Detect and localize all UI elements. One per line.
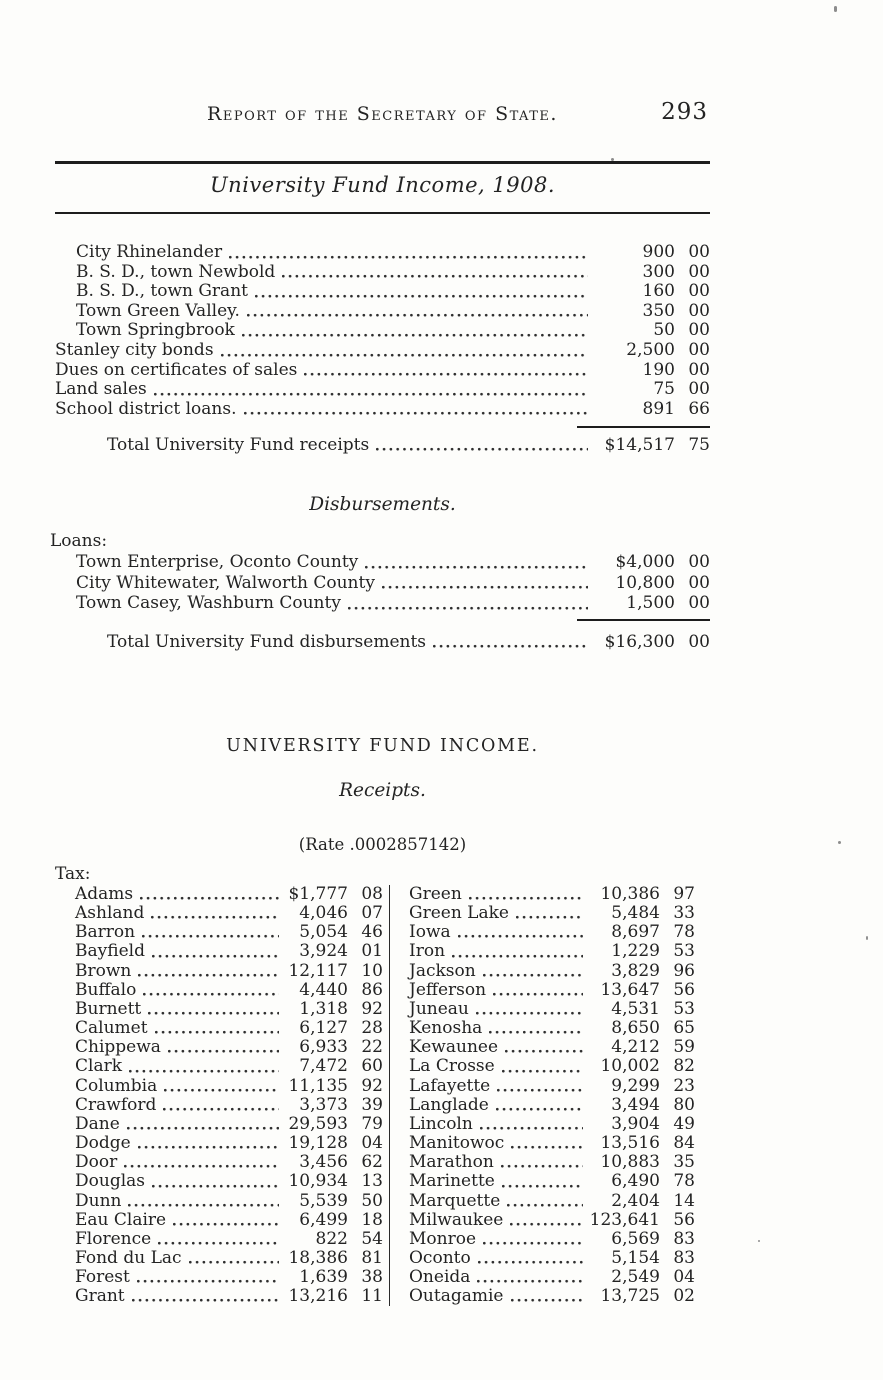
table-row <box>409 1249 695 1268</box>
dot-leader <box>142 934 279 939</box>
county-name: Calumet <box>75 1018 148 1039</box>
item-amount: 190 00 <box>642 359 710 380</box>
dot-leader <box>489 1030 583 1035</box>
county-amount: 13,647 56 <box>600 979 695 1000</box>
receipts-list <box>55 243 710 419</box>
county-name: La Crosse <box>409 1056 495 1077</box>
item-amount: 1,500 00 <box>626 593 710 614</box>
county-amount: 5,054 46 <box>299 922 383 943</box>
county-name: Adams <box>75 884 134 904</box>
table-row <box>409 981 695 1000</box>
table-row <box>409 904 695 923</box>
tax-table-left-column <box>55 885 389 1306</box>
county-amount: 6,490 78 <box>611 1171 695 1192</box>
list-item <box>55 321 710 341</box>
dot-leader <box>348 606 588 611</box>
county-amount: 4,046 07 <box>299 903 383 924</box>
table-row <box>55 1268 383 1287</box>
county-name: Bayfield <box>75 941 145 962</box>
dot-leader <box>155 1030 279 1035</box>
item-label: Town Enterprise, Oconto County <box>76 552 359 572</box>
sum-rule <box>577 619 710 621</box>
dot-leader <box>476 1011 583 1016</box>
receipts-total-row <box>55 435 710 455</box>
item-label: Town Casey, Washburn County <box>76 593 341 614</box>
list-item <box>55 573 710 594</box>
list-item <box>55 302 710 322</box>
loans-list <box>55 552 710 614</box>
county-name: Kewaunee <box>409 1037 499 1058</box>
county-amount: 822 54 <box>315 1228 383 1249</box>
county-name: Eau Claire <box>75 1209 167 1230</box>
table-row <box>55 1287 383 1306</box>
scan-speck <box>838 841 841 844</box>
dot-leader <box>502 1069 583 1074</box>
item-label: B. S. D., town Newbold <box>76 261 276 282</box>
table-row <box>55 1077 383 1096</box>
dot-leader <box>127 1126 279 1131</box>
dot-leader <box>128 1203 279 1208</box>
dot-leader <box>242 333 588 338</box>
county-name: Iron <box>409 941 446 962</box>
dot-leader <box>507 1203 583 1208</box>
table-row <box>55 1172 383 1191</box>
dot-leader <box>168 1049 279 1054</box>
county-name: Oconto <box>409 1247 471 1268</box>
county-name: Ashland <box>75 903 145 924</box>
county-name: Dodge <box>75 1133 131 1154</box>
county-name: Clark <box>75 1056 123 1077</box>
rate-note: (Rate .0002857142) <box>298 835 467 854</box>
dot-leader <box>138 973 279 978</box>
table-row <box>409 1268 695 1287</box>
county-amount: $1,777 08 <box>288 884 383 904</box>
county-name: Douglas <box>75 1171 145 1192</box>
list-item <box>55 243 710 263</box>
dot-leader <box>138 1145 279 1150</box>
disbursements-heading: Disbursements. <box>309 494 456 515</box>
table-row <box>409 1192 695 1211</box>
county-name: Barron <box>75 922 136 943</box>
county-amount: 3,456 62 <box>299 1152 383 1173</box>
county-name: Lafayette <box>409 1075 491 1096</box>
county-name: Grant <box>75 1286 125 1307</box>
dot-leader <box>158 1241 279 1246</box>
county-amount: 13,216 11 <box>288 1286 383 1307</box>
table-row <box>55 1192 383 1211</box>
county-amount: 7,472 60 <box>299 1056 383 1077</box>
disbursements-total-row <box>55 632 710 652</box>
table-row <box>55 942 383 961</box>
county-amount: 123,641 56 <box>589 1209 695 1230</box>
income-receipts-subheading: Receipts. <box>339 780 426 801</box>
county-name: Crawford <box>75 1094 157 1115</box>
total-label: Total University Fund disbursements <box>107 632 427 652</box>
table-row <box>409 1230 695 1249</box>
table-row <box>409 1211 695 1230</box>
dot-leader <box>304 372 588 377</box>
county-amount: 3,924 01 <box>299 941 383 962</box>
table-row <box>55 1153 383 1172</box>
table-row <box>409 1115 695 1134</box>
dot-leader <box>140 896 279 901</box>
dot-leader <box>452 954 583 959</box>
item-label: City Whitewater, Walworth County <box>76 572 375 593</box>
county-name: Monroe <box>409 1228 477 1249</box>
county-amount: 19,128 04 <box>288 1133 383 1154</box>
item-amount: 900 00 <box>642 242 710 262</box>
table-row <box>409 1096 695 1115</box>
table-row <box>409 1000 695 1019</box>
county-amount: 3,829 96 <box>611 960 695 981</box>
county-amount: 10,002 82 <box>600 1056 695 1077</box>
county-amount: 8,650 65 <box>611 1018 695 1039</box>
scan-speck <box>611 158 614 161</box>
dot-leader <box>511 1145 583 1150</box>
dot-leader <box>282 274 588 279</box>
item-amount: 300 00 <box>642 261 710 282</box>
county-amount: 6,499 18 <box>299 1209 383 1230</box>
dot-leader <box>247 313 588 318</box>
dot-leader <box>505 1049 583 1054</box>
county-amount: 6,127 28 <box>299 1018 383 1039</box>
dot-leader <box>365 565 588 570</box>
horizontal-rule <box>55 212 710 214</box>
county-amount: 4,531 53 <box>611 998 695 1019</box>
county-name: Iowa <box>409 922 451 943</box>
table-row <box>409 1172 695 1191</box>
county-name: Dunn <box>75 1190 122 1211</box>
county-name: Chippewa <box>75 1037 161 1058</box>
item-label: B. S. D., town Grant <box>76 281 248 302</box>
dot-leader <box>151 915 279 920</box>
list-item <box>55 593 710 614</box>
dot-leader <box>124 1164 279 1169</box>
dot-leader <box>493 992 583 997</box>
dot-leader <box>152 1184 279 1189</box>
list-item <box>55 380 710 400</box>
list-item <box>55 263 710 283</box>
county-amount: 11,135 92 <box>288 1075 383 1096</box>
table-row <box>409 942 695 961</box>
table-row <box>55 1096 383 1115</box>
county-amount: 3,373 39 <box>299 1094 383 1115</box>
dot-leader <box>376 447 588 452</box>
dot-leader <box>483 973 583 978</box>
dot-leader <box>497 1088 583 1093</box>
income-section-heading: UNIVERSITY FUND INCOME. <box>226 736 539 756</box>
dot-leader <box>163 1107 279 1112</box>
county-name: Oneida <box>409 1267 471 1288</box>
table-row <box>409 1019 695 1038</box>
county-name: Jefferson <box>409 979 487 1000</box>
item-amount: 891 66 <box>642 398 710 419</box>
county-name: Forest <box>75 1267 130 1288</box>
county-name: Outagamie <box>409 1286 504 1307</box>
table-row <box>55 1000 383 1019</box>
county-amount: 8,697 78 <box>611 922 695 943</box>
scan-speck <box>866 936 868 940</box>
county-name: Marinette <box>409 1171 495 1192</box>
dot-leader <box>244 411 588 416</box>
table-row <box>409 962 695 981</box>
county-amount: 1,229 53 <box>611 941 695 962</box>
item-amount: 50 00 <box>653 320 710 341</box>
county-amount: 10,934 13 <box>288 1171 383 1192</box>
total-amount: $16,300 00 <box>604 632 710 652</box>
dot-leader <box>483 1241 583 1246</box>
county-name: Florence <box>75 1228 152 1249</box>
county-amount: 2,549 04 <box>611 1267 695 1288</box>
county-name: Manitowoc <box>409 1133 505 1154</box>
county-amount: 3,904 49 <box>611 1113 695 1134</box>
table-row <box>55 923 383 942</box>
county-name: Columbia <box>75 1075 158 1096</box>
horizontal-rule <box>55 161 710 164</box>
dot-leader <box>477 1279 583 1284</box>
table-row <box>409 923 695 942</box>
running-header: Report of the Secretary of State. <box>207 103 558 125</box>
table-row <box>55 1249 383 1268</box>
county-name: Kenosha <box>409 1018 483 1039</box>
list-item <box>55 552 710 573</box>
dot-leader <box>469 896 583 901</box>
item-amount: 350 00 <box>642 300 710 321</box>
county-amount: 1,318 92 <box>299 998 383 1019</box>
county-name: Jackson <box>409 960 476 981</box>
county-amount: 2,404 14 <box>611 1190 695 1211</box>
dot-leader <box>137 1279 279 1284</box>
list-item <box>55 341 710 361</box>
county-amount: 5,539 50 <box>299 1190 383 1211</box>
item-amount: 160 00 <box>642 281 710 302</box>
dot-leader <box>458 934 583 939</box>
table-row <box>55 1057 383 1076</box>
county-name: Milwaukee <box>409 1209 504 1230</box>
dot-leader <box>164 1088 279 1093</box>
county-amount: 10,883 35 <box>600 1152 695 1173</box>
table-row <box>55 1038 383 1057</box>
table-row <box>409 885 695 904</box>
dot-leader <box>511 1298 584 1303</box>
dot-leader <box>173 1222 279 1227</box>
table-row <box>55 904 383 923</box>
page-title: University Fund Income, 1908. <box>209 173 555 197</box>
county-amount: 5,484 33 <box>611 903 695 924</box>
table-row <box>55 1230 383 1249</box>
table-row <box>55 1211 383 1230</box>
total-label: Total University Fund receipts <box>107 435 370 455</box>
dot-leader <box>143 992 279 997</box>
dot-leader <box>510 1222 583 1227</box>
county-amount: 5,154 83 <box>611 1247 695 1268</box>
item-label: Stanley city bonds <box>55 339 214 360</box>
item-label: Land sales <box>55 379 147 400</box>
dot-leader <box>516 915 583 920</box>
county-name: Brown <box>75 960 132 981</box>
county-amount: 4,440 86 <box>299 979 383 1000</box>
county-amount: 18,386 81 <box>288 1247 383 1268</box>
dot-leader <box>255 294 588 299</box>
county-name: Burnett <box>75 998 142 1019</box>
item-label: School district loans. <box>55 398 237 419</box>
county-name: Marquette <box>409 1190 501 1211</box>
scan-speck <box>758 1240 760 1242</box>
dot-leader <box>501 1164 583 1169</box>
sum-rule <box>577 426 710 428</box>
county-amount: 3,494 80 <box>611 1094 695 1115</box>
dot-leader <box>433 644 588 649</box>
scan-speck <box>834 6 837 12</box>
county-name: Lincoln <box>409 1113 473 1134</box>
table-row <box>55 885 383 904</box>
dot-leader <box>154 392 588 397</box>
county-name: Buffalo <box>75 979 137 1000</box>
dot-leader <box>152 954 279 959</box>
table-row <box>409 1057 695 1076</box>
county-amount: 4,212 59 <box>611 1037 695 1058</box>
table-row <box>55 962 383 981</box>
dot-leader <box>382 585 588 590</box>
dot-leader <box>189 1260 279 1265</box>
tax-group-label: Tax: <box>55 864 91 884</box>
county-amount: 6,933 22 <box>299 1037 383 1058</box>
table-row <box>409 1077 695 1096</box>
dot-leader <box>132 1298 279 1303</box>
county-name: Juneau <box>409 998 469 1019</box>
table-row <box>409 1038 695 1057</box>
table-row <box>409 1287 695 1306</box>
item-amount: 10,800 00 <box>615 572 710 593</box>
dot-leader <box>229 255 588 260</box>
dot-leader <box>129 1069 279 1074</box>
county-name: Dane <box>75 1113 120 1134</box>
dot-leader <box>480 1126 583 1131</box>
county-name: Langlade <box>409 1094 489 1115</box>
county-tax-table <box>55 885 695 1306</box>
table-row <box>55 1019 383 1038</box>
county-amount: 9,299 23 <box>611 1075 695 1096</box>
county-amount: 29,593 79 <box>288 1113 383 1134</box>
item-amount: 75 00 <box>653 379 710 400</box>
list-item <box>55 282 710 302</box>
county-amount: 6,569 83 <box>611 1228 695 1249</box>
item-label: Town Springbrook <box>76 320 235 341</box>
dot-leader <box>478 1260 583 1265</box>
table-row <box>55 1134 383 1153</box>
item-label: Town Green Valley. <box>76 300 240 321</box>
list-item <box>55 361 710 381</box>
county-name: Green <box>409 884 462 904</box>
table-row <box>409 1153 695 1172</box>
table-row <box>55 1115 383 1134</box>
county-amount: 1,639 38 <box>299 1267 383 1288</box>
dot-leader <box>502 1184 583 1189</box>
county-name: Fond du Lac <box>75 1247 182 1268</box>
item-amount: $4,000 00 <box>615 552 710 572</box>
county-name: Green Lake <box>409 903 509 924</box>
total-amount: $14,517 75 <box>604 435 710 455</box>
dot-leader <box>148 1011 279 1016</box>
loans-group-label: Loans: <box>50 531 108 551</box>
dot-leader <box>496 1107 583 1112</box>
dot-leader <box>221 353 588 358</box>
item-label: Dues on certificates of sales <box>55 359 298 380</box>
county-amount: 13,725 02 <box>600 1286 695 1307</box>
county-name: Door <box>75 1152 118 1173</box>
county-name: Marathon <box>409 1152 494 1173</box>
table-row <box>55 981 383 1000</box>
table-row <box>409 1134 695 1153</box>
tax-table-right-column <box>389 885 695 1306</box>
item-label: City Rhinelander <box>76 242 223 262</box>
county-amount: 10,386 97 <box>600 884 695 904</box>
county-amount: 13,516 84 <box>600 1133 695 1154</box>
county-amount: 12,117 10 <box>288 960 383 981</box>
item-amount: 2,500 00 <box>626 339 710 360</box>
page-number: 293 <box>661 99 708 125</box>
list-item <box>55 400 710 420</box>
